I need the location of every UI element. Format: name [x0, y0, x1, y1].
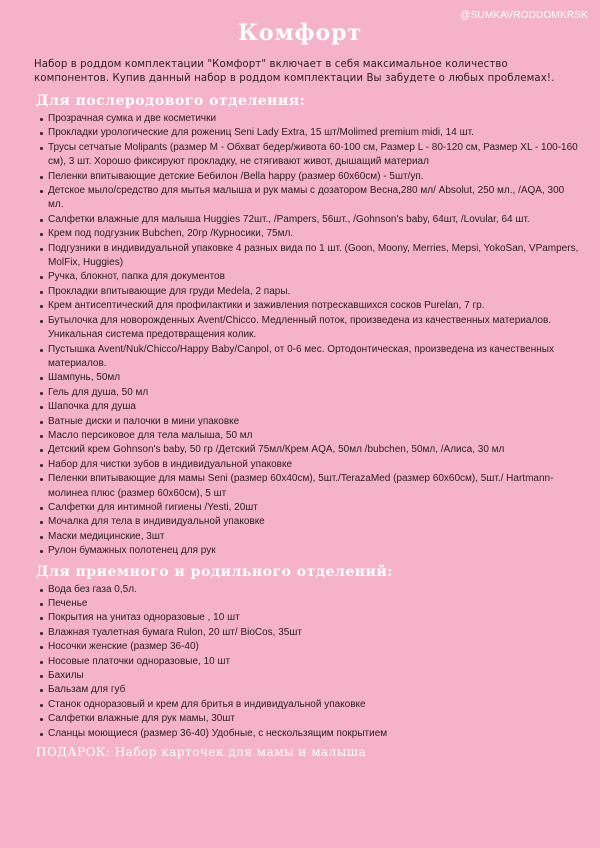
list-item: Крем под подгузник Bubchen, 20гр /Курносики, 75мл.	[48, 227, 582, 241]
list-item: Рулон бумажных полотенец для рук	[48, 544, 582, 558]
delivery-list	[0, 583, 600, 741]
list-item: Гель для душа, 50 мл	[48, 386, 582, 400]
list-item: Детское мыло/средство для мытья малыша и рук мамы с дозатором Весна,280 мл/ Absolut, 250 мл., /AQA, 300 мл.	[48, 184, 582, 213]
list-item: Пеленки впитывающие для мамы Seni (размер 60х40см), 5шт./TerazaMed (размер 60х60см), 5шт./ Hartmann-молинеа плюс (размер 60х60см), 5 шт	[48, 472, 582, 501]
section-postpartum-heading: Для послеродового отделения:	[36, 93, 306, 109]
list-item: Бутылочка для новорожденных Avent/Chicco. Медленный поток, произведена из качественных материалов. Уникальная система предотвращения колик.	[48, 314, 582, 343]
list-item: Бальзам для губ	[48, 683, 582, 697]
list-item: Покрытия на унитаз одноразовые , 10 шт	[48, 611, 582, 625]
list-item: Прозрачная сумка и две косметички	[48, 112, 582, 126]
list-item: Салфетки влажные для рук мамы, 30шт	[48, 712, 582, 726]
list-item: Салфетки для интимной гигиены /Yesti, 20шт	[48, 501, 582, 515]
gift-note: ПОДАРОК: Набор карточек для мамы и малыша	[36, 745, 367, 760]
list-item: Трусы сетчатые Molipants (размер M - Обхват бедер/живота 60-100 см, Размер L - 80-120 см, Размер XL - 100-160 см), 3 шт. Хорошо фиксируют прокладку, не стягивают живот, дышащий материал	[48, 141, 582, 170]
list-item: Носочки женские (размер 36-40)	[48, 640, 582, 654]
instagram-handle: @SUMKAVRODDOMKRSK	[460, 10, 588, 21]
list-item: Шампунь, 50мл	[48, 371, 582, 385]
section-delivery-heading: Для приемного и родильного отделений:	[36, 563, 393, 580]
list-item: Пеленки впитывающие детские Бебилон /Bella happy (размер 60х60см) - 5шт/уп.	[48, 170, 582, 184]
list-item: Мочалка для тела в индивидуальной упаковке	[48, 515, 582, 529]
list-item: Детский крем Gohnson's baby, 50 гр /Детский 75мл/Крем AQA, 50мл /bubchen, 50мл, /Алиса, 30 мл	[48, 443, 582, 457]
list-item: Бахилы	[48, 669, 582, 683]
list-item: Станок одноразовый и крем для бритья в индивидуальной упаковке	[48, 698, 582, 712]
list-item: Крем антисептический для профилактики и заживления потрескавшихся сосков Purelan, 7 гр.	[48, 299, 582, 313]
list-item: Сланцы моющиеся (размер 36-40) Удобные, с нескользящим покрытием	[48, 727, 582, 741]
postpartum-list	[0, 112, 600, 559]
list-item: Печенье	[48, 597, 582, 611]
list-item: Шапочка для душа	[48, 400, 582, 414]
list-item: Влажная туалетная бумага Rulon, 20 шт/ BioCos, 35шт	[48, 626, 582, 640]
list-item: Вода без газа 0,5л.	[48, 583, 582, 597]
list-item: Пустышка Avent/Nuk/Chicco/Happy Baby/Canpol, от 0-6 мес. Ортодонтическая, произведена из качественных материалов.	[48, 343, 582, 372]
list-item: Носовые платочки одноразовые, 10 шт	[48, 655, 582, 669]
list-item: Салфетки влажные для малыша Huggies 72шт., /Pampers, 56шт., /Gohnson's baby, 64шт, /Lovular, 64 шт.	[48, 213, 582, 227]
list-item: Ватные диски и палочки в мини упаковке	[48, 415, 582, 429]
list-item: Подгузники в индивидуальной упаковке 4 разных вида по 1 шт. (Goon, Moony, Merries, Mepsi, YokoSan, VPampers, MolFix, Huggies)	[48, 242, 582, 271]
page-title: Комфорт	[237, 20, 363, 46]
intro-text: Набор в роддом комплектации "Комфорт" включает в себя максимальное количество компонентов. Купив данный набор в роддом комплектации Вы забудете о любых проблемах!.	[34, 59, 555, 84]
list-item: Набор для чистки зубов в индивидуальной упаковке	[48, 458, 582, 472]
list-item: Масло персиковое для тела малыша, 50 мл	[48, 429, 582, 443]
list-item: Прокладки впитывающие для груди Medela, 2 пары.	[48, 285, 582, 299]
list-item: Ручка, блокнот, папка для документов	[48, 270, 582, 284]
list-item: Маски медицинские, 3шт	[48, 530, 582, 544]
list-item: Прокладки урологические для рожениц Seni Lady Extra, 15 шт/Molimed premium midi, 14 шт.	[48, 126, 582, 140]
